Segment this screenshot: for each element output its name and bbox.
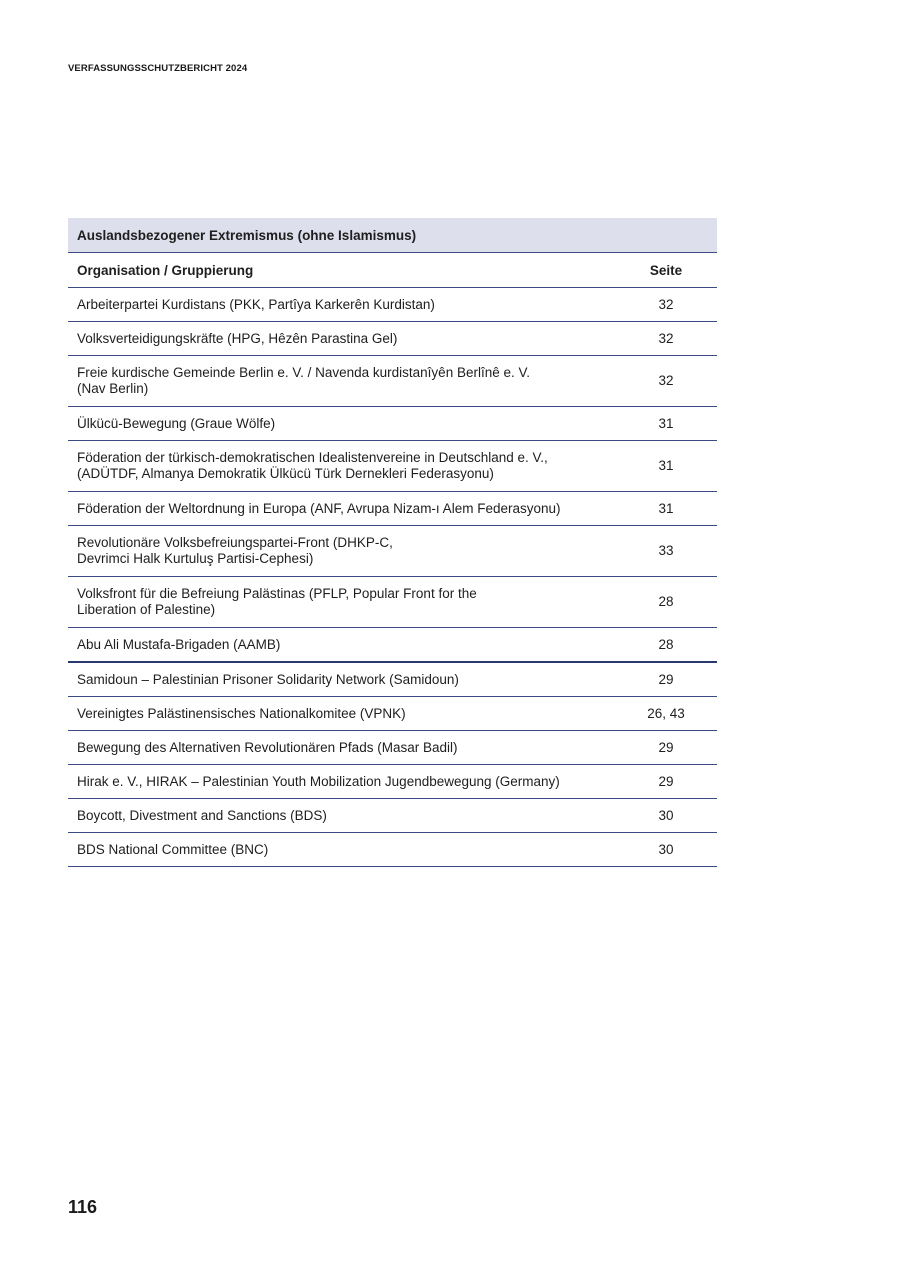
table-row bbox=[68, 322, 717, 356]
organisation-cell: Freie kurdische Gemeinde Berlin e. V. / Navenda kurdistanîyên Berlînê e. V. (Nav Berlin) bbox=[68, 356, 615, 407]
page-cell: 26, 43 bbox=[615, 697, 717, 731]
table-row bbox=[68, 492, 717, 526]
organisation-cell: Volksverteidigungskräfte (HPG, Hêzên Parastina Gel) bbox=[68, 322, 615, 356]
running-header: VERFASSUNGSSCHUTZBERICHT 2024 bbox=[68, 63, 248, 74]
page-cell: 33 bbox=[615, 526, 717, 577]
table-section-header bbox=[68, 218, 717, 253]
organisation-cell: Revolutionäre Volksbefreiungspartei-Front (DHKP-C, Devrimci Halk Kurtuluş Partisi-Cephesi) bbox=[68, 526, 615, 577]
page-number: 116 bbox=[68, 1197, 98, 1217]
page-cell: 30 bbox=[615, 799, 717, 833]
page-cell: 32 bbox=[615, 288, 717, 322]
page-cell: 32 bbox=[615, 322, 717, 356]
table-row bbox=[68, 577, 717, 628]
page-cell: 29 bbox=[615, 765, 717, 799]
section-title: Auslandsbezogener Extremismus (ohne Islamismus) bbox=[68, 218, 717, 253]
table-row bbox=[68, 526, 717, 577]
organisation-cell: Abu Ali Mustafa-Brigaden (AAMB) bbox=[68, 628, 615, 663]
page-cell: 30 bbox=[615, 833, 717, 867]
column-header-organisation: Organisation / Gruppierung bbox=[68, 253, 615, 288]
table-row bbox=[68, 731, 717, 765]
organisation-cell: Bewegung des Alternativen Revolutionären Pfads (Masar Badil) bbox=[68, 731, 615, 765]
table-row bbox=[68, 407, 717, 441]
column-header-page: Seite bbox=[615, 253, 717, 288]
page-cell: 32 bbox=[615, 356, 717, 407]
organisation-cell: Volksfront für die Befreiung Palästinas (PFLP, Popular Front for the Liberation of Palestine) bbox=[68, 577, 615, 628]
page-cell: 28 bbox=[615, 577, 717, 628]
organisation-cell: Boycott, Divestment and Sanctions (BDS) bbox=[68, 799, 615, 833]
table-row bbox=[68, 765, 717, 799]
table-row bbox=[68, 833, 717, 867]
table-row bbox=[68, 628, 717, 663]
table-row bbox=[68, 288, 717, 322]
table-row bbox=[68, 697, 717, 731]
page-cell: 31 bbox=[615, 441, 717, 492]
organisation-cell: Samidoun – Palestinian Prisoner Solidarity Network (Samidoun) bbox=[68, 662, 615, 697]
organisation-cell: Ülkücü-Bewegung (Graue Wölfe) bbox=[68, 407, 615, 441]
organisation-cell: Vereinigtes Palästinensisches Nationalkomitee (VPNK) bbox=[68, 697, 615, 731]
organisation-cell: Föderation der Weltordnung in Europa (ANF, Avrupa Nizam-ı Alem Federasyonu) bbox=[68, 492, 615, 526]
organisation-cell: Hirak e. V., HIRAK – Palestinian Youth Mobilization Jugendbewegung (Germany) bbox=[68, 765, 615, 799]
page-cell: 28 bbox=[615, 628, 717, 663]
organisation-cell: Arbeiterpartei Kurdistans (PKK, Partîya Karkerên Kurdistan) bbox=[68, 288, 615, 322]
table-row bbox=[68, 662, 717, 697]
organisations-table bbox=[68, 218, 717, 867]
table-column-header bbox=[68, 253, 717, 288]
table-row bbox=[68, 441, 717, 492]
table-row bbox=[68, 799, 717, 833]
table-row bbox=[68, 356, 717, 407]
page-cell: 31 bbox=[615, 407, 717, 441]
page-cell: 31 bbox=[615, 492, 717, 526]
page-cell: 29 bbox=[615, 731, 717, 765]
organisation-cell: BDS National Committee (BNC) bbox=[68, 833, 615, 867]
organisation-cell: Föderation der türkisch-demokratischen Idealistenvereine in Deutschland e. V., (ADÜTDF, Almanya Demokratik Ülkücü Türk Dernekleri Federasyonu) bbox=[68, 441, 615, 492]
page-cell: 29 bbox=[615, 662, 717, 697]
